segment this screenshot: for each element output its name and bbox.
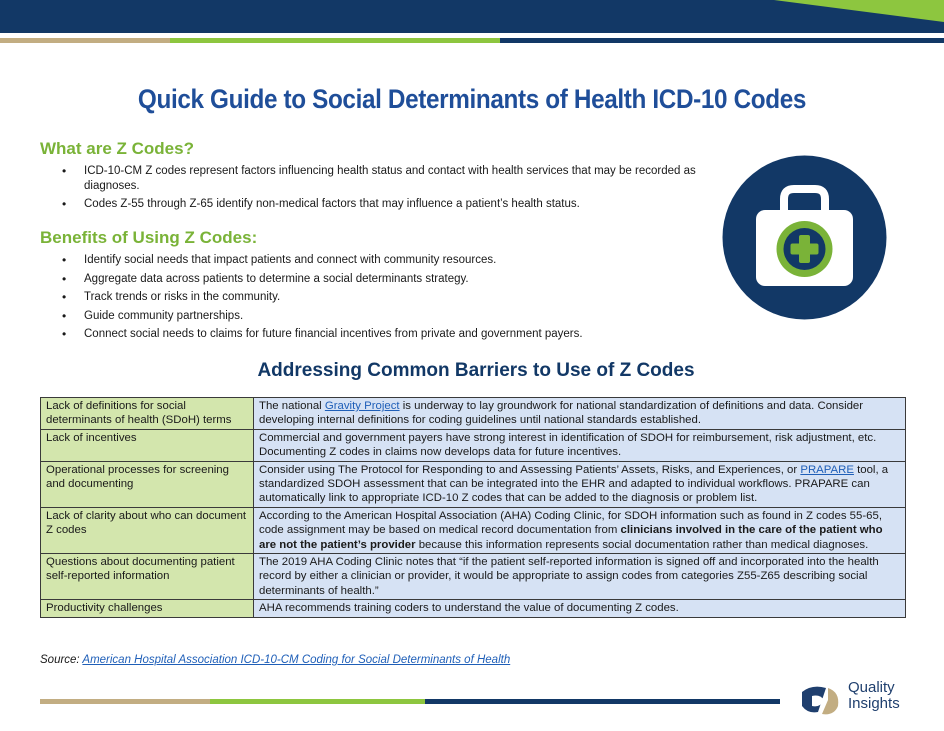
solution-text: Commercial and government payers have strong interest in identification of SDOH for reimbursement, risk adjustment, etc. Documenting Z codes in claims now develops data for future incentives. [259, 431, 877, 459]
barrier-cell: Lack of definitions for social determinants of health (SDoH) terms [41, 398, 254, 430]
solution-bold-text: clinicians involved in the care of the patient who are not the patient’s provider [259, 524, 883, 551]
solution-cell [254, 398, 906, 430]
solution-text: AHA recommends training coders to understand the value of documenting Z codes. [259, 602, 679, 615]
stripe-tan [0, 38, 170, 43]
table-row [41, 507, 906, 553]
list-item: • ICD-10-CM Z codes represent factors influencing health status and contact with health services that may be recorded as diagnoses. [62, 164, 702, 193]
stripe-green [170, 38, 500, 43]
what-are-z-codes-list [62, 164, 702, 216]
what-are-z-codes-heading: What are Z Codes? [40, 139, 194, 158]
solution-text: Consider using The Protocol for Responding to and Assessing Patients’ Assets, Risks, and Experiences, or [259, 463, 801, 476]
solution-cell [254, 600, 906, 617]
page-title: Quick Guide to Social Determinants of Health ICD-10 Codes [137, 84, 807, 114]
barriers-table [40, 397, 906, 618]
logo-line-1: Quality [848, 679, 895, 696]
solution-text: is underway to lay groundwork for national standardization of definitions and data. Consider developing internal definitions for coding guidelines until national standards established. [259, 400, 864, 427]
gravity-project-link[interactable]: Gravity Project [324, 400, 400, 412]
footer-stripes [40, 699, 780, 704]
logo-line-2: Insights [848, 695, 900, 712]
prapare-link[interactable]: PRAPARE [800, 463, 854, 476]
barrier-cell: Lack of clarity about who can document Z codes [41, 507, 254, 553]
benefits-heading: Benefits of Using Z Codes: [40, 228, 258, 247]
stripe-navy [500, 38, 944, 43]
stripe-tan [40, 699, 210, 704]
solution-text: According to the American Hospital Association (AHA) Coding Clinic, for SDOH information such as found in Z codes 55-65, code assignment may be based on medical record documentation from [259, 509, 882, 537]
list-item: • Track trends or risks in the community. [62, 290, 702, 305]
header-band [0, 0, 944, 33]
list-item: • Aggregate data across patients to determine a social determinants strategy. [62, 272, 702, 287]
barriers-heading: Addressing Common Barriers to Use of Z Codes [257, 360, 695, 381]
stripe-navy [425, 699, 780, 704]
quality-insights-logo-text [848, 680, 900, 712]
quality-insights-logo-icon [798, 682, 844, 718]
barrier-cell: Lack of incentives [41, 429, 254, 461]
list-item: • Identify social needs that impact patients and connect with community resources. [62, 253, 702, 268]
benefits-list [62, 253, 702, 346]
source-link[interactable]: American Hospital Association ICD-10-CM Coding for Social Determinants of Health [82, 654, 511, 666]
solution-text: The national [259, 400, 325, 412]
medical-kit-icon [722, 155, 887, 320]
table-row [41, 461, 906, 507]
solution-cell [254, 461, 906, 507]
list-item: • Connect social needs to claims for future financial incentives from private and government payers. [62, 327, 702, 342]
solution-text: tool, a standardized SDOH assessment that can be integrated into the EHR and adapted to individual workflows. PRAPARE can automatically link to appropriate ICD-10 Z codes that can be added to the diagnosis or problem list. [259, 463, 889, 505]
barrier-cell: Operational processes for screening and documenting [41, 461, 254, 507]
source-label: Source: [40, 654, 83, 666]
header-stripes [0, 38, 944, 43]
header-accent-triangle [774, 0, 944, 22]
solution-cell [254, 554, 906, 600]
table-row [41, 398, 906, 430]
table-row [41, 429, 906, 461]
solution-text: The 2019 AHA Coding Clinic notes that “if the patient self-reported information is signed off and incorporated into the health record by either a clinician or provider, it would be appropriate to assign codes from categories Z55-Z65 describing social determinants of health.” [259, 556, 879, 597]
table-row [41, 554, 906, 600]
list-item: • Codes Z-55 through Z-65 identify non-medical factors that may influence a patient’s health status. [62, 197, 702, 212]
table-row [41, 600, 906, 617]
source-line [40, 654, 510, 666]
solution-text: because this information represents social documentation rather than medical diagnoses. [415, 538, 869, 551]
solution-cell [254, 507, 906, 553]
stripe-green [210, 699, 425, 704]
list-item: • Guide community partnerships. [62, 309, 702, 324]
barrier-cell: Productivity challenges [41, 600, 254, 617]
barrier-cell: Questions about documenting patient self-reported information [41, 554, 254, 600]
solution-cell [254, 429, 906, 461]
